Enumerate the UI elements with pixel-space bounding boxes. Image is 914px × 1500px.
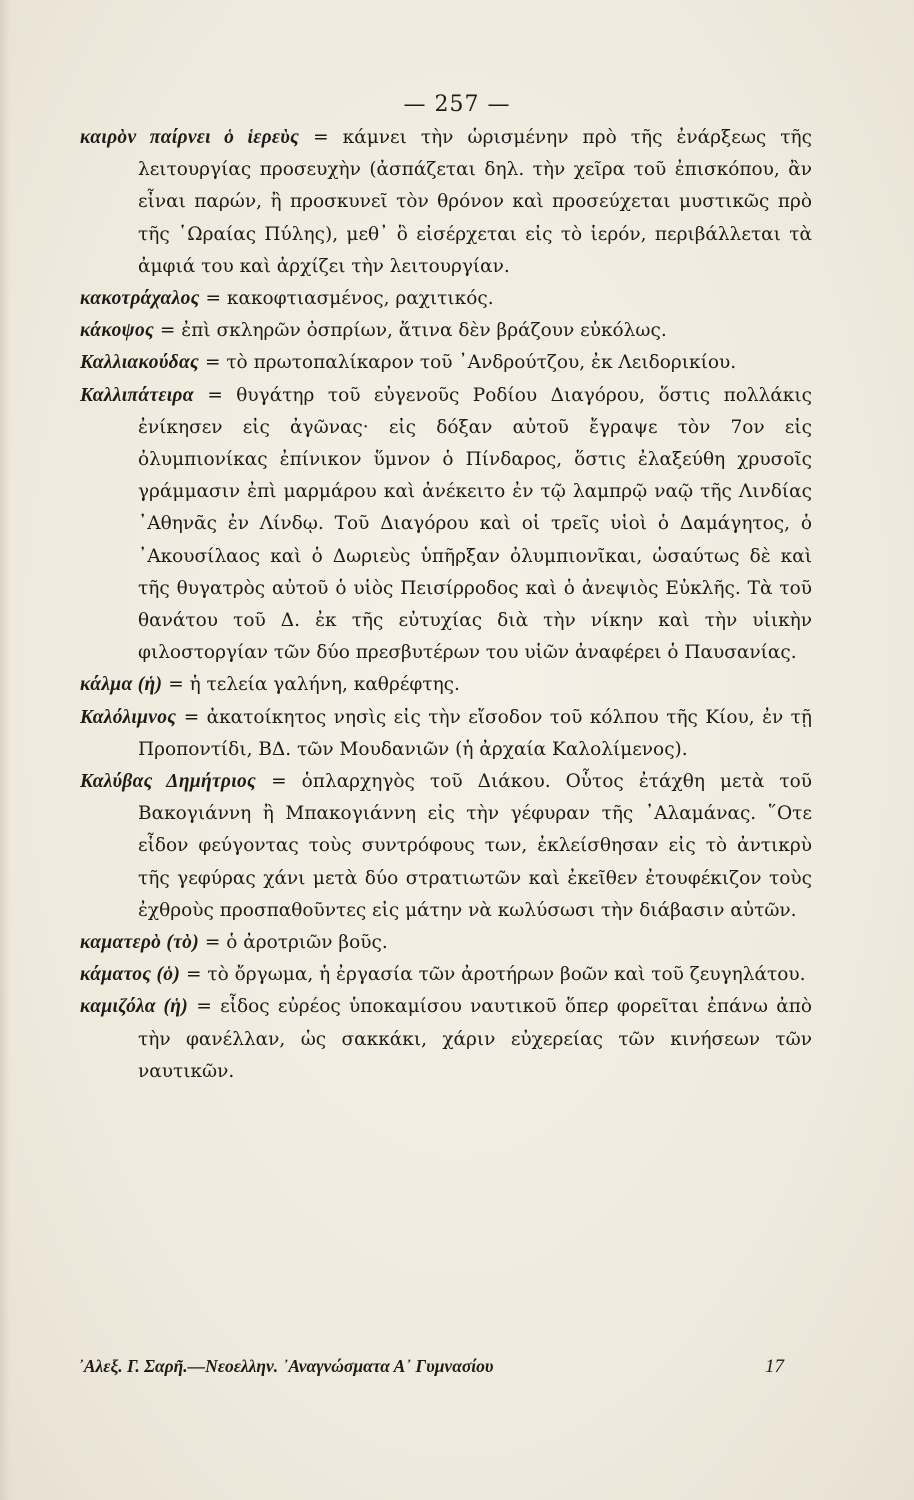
entry-definition: = τὸ ὄργωμα, ἡ ἐργασία τῶν ἀροτήρων βοῶν καὶ τοῦ ζευγηλάτου.	[186, 964, 806, 986]
glossary-entry	[80, 380, 812, 670]
glossary-entry	[80, 766, 812, 927]
glossary-entries	[80, 122, 812, 1088]
entry-term: κακοτράχαλος	[80, 288, 200, 310]
entry-definition: = ἐπὶ σκληρῶν ὀσπρίων, ἅτινα δὲν βράζουν εὐκόλως.	[159, 320, 667, 342]
glossary-entry	[80, 122, 812, 283]
entry-definition: = ἀκατοίκητος νησὶς εἰς τὴν εἴσοδον τοῦ κόλπου τῆς Κίου, ἐν τῇ Προποντίδι, ΒΔ. τῶν Μουδανιῶν (ἡ ἀρχαία Καλολίμενος).	[138, 706, 812, 760]
glossary-entry	[80, 283, 812, 315]
entry-term: Καλόλιμνος	[80, 706, 177, 728]
entry-definition: = ὁ ἀροτριῶν βοῦς.	[204, 932, 388, 954]
page-binding-shadow	[0, 0, 10, 1500]
entry-term: Καλύβας Δημήτριος	[80, 771, 257, 793]
page-footer	[78, 1356, 784, 1384]
entry-definition: = κακοφτιασμένος, ραχιτικός.	[205, 288, 494, 310]
entry-definition: = ὁπλαρχηγὸς τοῦ Διάκου. Οὗτος ἐτάχθη μετὰ τοῦ Βακογιάννη ἢ Μπακογιάννη εἰς τὴν γέφυραν τῆς ᾽Αλαμάνας. ῞Οτε εἶδον φεύγοντας τοὺς συντρόφους των, ἐκλείσθησαν εἰς τὸ ἀντικρὺ τῆς γεφύρας χάνι μετὰ δύο στρατιωτῶν καὶ ἐκεῖθεν ἐτουφέκιζον τοὺς ἐχθροὺς προσπαθοῦντες εἰς μάτην νὰ κωλύσωσι τὴν διάβασιν αὐτῶν.	[138, 771, 812, 921]
glossary-entry	[80, 669, 812, 701]
footer-signature: ᾽Αλεξ. Γ. Σαρῆ.—Νεοελλην. ᾽Αναγνώσματα Α᾽ Γυμνασίου	[78, 1356, 494, 1376]
entry-term: κάκοψος	[80, 320, 155, 342]
sheet-number: 17	[765, 1356, 784, 1377]
entry-definition: = εἶδος εὐρέος ὑποκαμίσου ναυτικοῦ ὅπερ φορεῖται ἐπάνω ἀπὸ τὴν φανέλλαν, ὡς σακκάκι, χάριν εὐχερείας τῶν κινήσεων τῶν ναυτικῶν.	[138, 996, 812, 1082]
glossary-entry	[80, 927, 812, 959]
glossary-entry	[80, 347, 812, 379]
entry-term: καμιζόλα (ἡ)	[80, 996, 189, 1018]
entry-term: καματερὸ (τὸ)	[80, 932, 199, 954]
entry-term: κάλμα (ἡ)	[80, 674, 163, 696]
glossary-entry	[80, 315, 812, 347]
entry-term: καιρὸν παίρνει ὁ ἱερεὺς	[80, 127, 300, 148]
entry-definition: = κάμνει τὴν ὡρισμένην πρὸ τῆς ἐνάρξεως τῆς λειτουργίας προσευχὴν (ἀσπάζεται δηλ. τὴν χεῖρα τοῦ ἐπισκόπου, ἂν εἶναι παρών, ἢ προσκυνεῖ τὸν θρόνον καὶ προσεύχεται μυστικῶς πρὸ τῆς ῾Ωραίας Πύλης), μεθ᾽ ὃ εἰσέρχεται εἰς τὸ ἱερόν, περιβάλλεται τὰ ἀμφιά του καὶ ἀρχίζει τὴν λειτουργίαν.	[138, 127, 812, 277]
entry-term: Καλλιπάτειρα	[80, 384, 194, 406]
entry-definition: = τὸ πρωτοπαλίκαρον τοῦ ᾽Ανδρούτζου, ἐκ Λειδορικίου.	[204, 352, 737, 374]
entry-definition: = ἡ τελεία γαλήνη, καθρέφτης.	[168, 674, 460, 696]
entry-definition: = θυγάτηρ τοῦ εὐγενοῦς Ροδίου Διαγόρου, ὅστις πολλάκις ἐνίκησεν εἰς ἀγῶνας· εἰς δόξαν αὐτοῦ ἔγραψε τὸν 7ον εἰς ὀλυμπιονίκας ἐπίνικον ὕμνον ὁ Πίνδαρος, ὅστις ἐλαξεύθη χρυσοῖς γράμμασιν ἐπὶ μαρμάρου καὶ ἀνέκειτο ἐν τῷ λαμπρῷ ναῷ τῆς Λινδίας ᾽Αθηνᾶς ἐν Λίνδῳ. Τοῦ Διαγόρου καὶ οἱ τρεῖς υἱοὶ ὁ Δαμάγητος, ὁ ᾽Ακουσίλαος καὶ ὁ Δωριεὺς ὑπῆρξαν ὀλυμπιονῖκαι, ὡσαύτως δὲ καὶ τῆς θυγατρὸς αὐτοῦ ὁ υἱὸς Πεισίρροδος καὶ ὁ ἀνεψιὸς Εὐκλῆς. Τὰ τοῦ θανάτου τοῦ Δ. ἐκ τῆς εὐτυχίας διὰ τὴν νίκην καὶ τὴν υἱικὴν φιλοστοργίαν τῶν δύο πρεσβυτέρων του υἱῶν ἀναφέρει ὁ Παυσανίας.	[138, 384, 812, 664]
glossary-entry	[80, 959, 812, 991]
entry-term: κάματος (ὁ)	[80, 964, 181, 986]
glossary-entry	[80, 702, 812, 766]
glossary-entry	[80, 991, 812, 1088]
entry-term: Καλλιακούδας	[80, 352, 200, 374]
page-number: — 257 —	[403, 92, 511, 117]
